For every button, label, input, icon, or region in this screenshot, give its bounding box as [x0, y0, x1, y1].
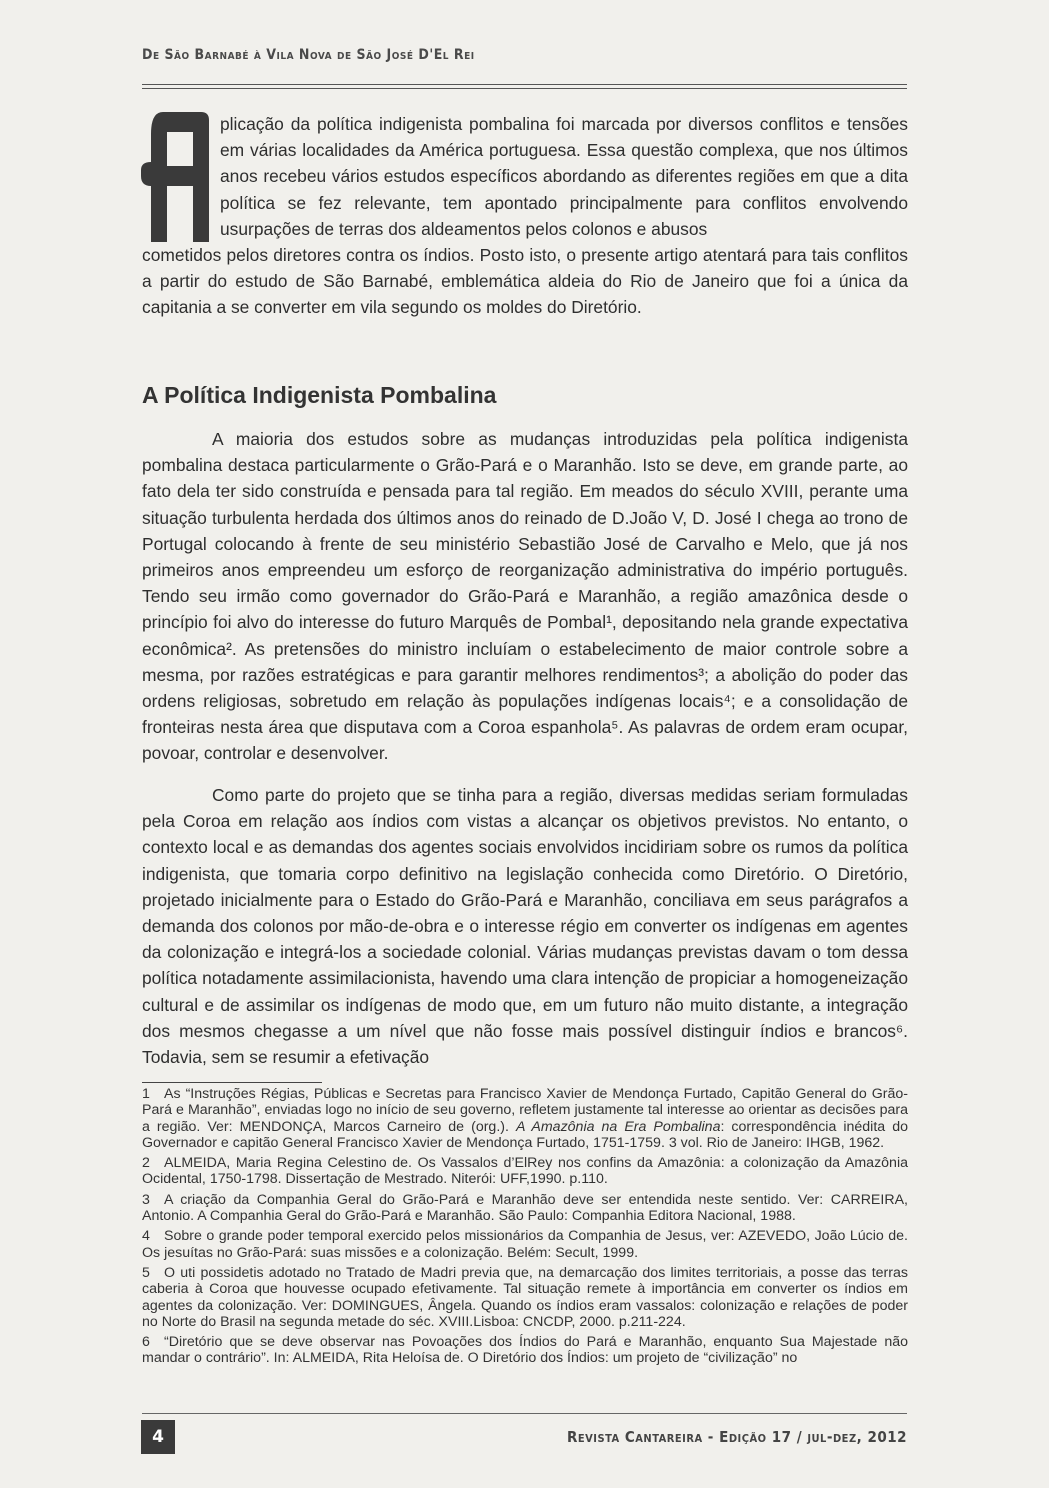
footnote-number: 4: [142, 1228, 150, 1245]
footnote-5: [142, 1265, 908, 1330]
footnote-number: 2: [142, 1155, 150, 1172]
running-header: De São Barnabé à Vila Nova de São José D'El Rei: [142, 47, 475, 63]
footnote-text: ALMEIDA, Maria Regina Celestino de. Os Vassalos d’ElRey nos confins da Amazônia: a colonização da Amazônia Ocidental, 1750-1798. Dissertação de Mestrado. Niterói: UFF,1990. p.110.: [142, 1155, 908, 1188]
footnote-4: [142, 1228, 908, 1261]
footnote-3: [142, 1192, 908, 1225]
footnote-number: 6: [142, 1334, 150, 1351]
footnote-1: [142, 1086, 908, 1151]
footnote-text: “Diretório que se deve observar nas Povoações dos Índios do Pará e Maranhão, enquanto Sua Majestade não mandar o contrário”. In: ALMEIDA, Rita Heloísa de. O Diretório dos Índios: um projeto de “civilização” no: [142, 1334, 908, 1367]
page-number-badge: 4: [141, 1420, 175, 1454]
footnote-6: [142, 1334, 908, 1367]
footnote-text-after: : correspondência inédita do Governador e capitão General Francisco Xavier de Mendonça Furtado, 1751-1759. 3 vol. Rio de Janeiro: IHGB, 1962.: [142, 1118, 908, 1151]
body-paragraph-1: A maioria dos estudos sobre as mudanças introduzidas pela política indigenista pombalina destaca particularmente o Grão-Pará e o Maranhão. Isto se deve, em grande parte, ao fato dela ter sido construída e pensada para tal região. Em meados do século XVIII, perante uma situação turbulenta herdada dos últimos anos do reinado de D.João V, D. José I chega ao trono de Portugal colocando à frente de seu ministério Sebastião José de Carvalho e Melo, que já nos primeiros anos empreendeu um esforço de reorganização administrativa do império português. Tendo seu irmão como governador do Grão-Pará e Maranhão, a região amazônica desde o princípio foi alvo do interesse do futuro Marquês de Pombal¹, depositando nela grande expectativa econômica². As pretensões do ministro incluíam o estabelecimento de maior controle sobre a mesma, por razões estratégicas e para garantir melhores rendimentos³; a abolição do poder das ordens religiosas, sobretudo em relação às populações indígenas locais⁴; e a consolidação de fronteiras nesta área que disputava com a Coroa espanhola⁵. As palavras de ordem eram ocupar, povoar, controlar e desenvolver.: [142, 429, 908, 764]
header-rule-top: [142, 84, 907, 85]
footnote-number: 3: [142, 1191, 150, 1208]
header-rule-bottom: [142, 88, 907, 89]
footnote-separator: [142, 1082, 322, 1083]
footnote-text: A criação da Companhia Geral do Grão-Pará e Maranhão deve ser entendida neste sentido. Ver: CARREIRA, Antonio. A Companhia Geral do Grão-Pará e Maranhão. São Paulo: Companhia Editora Nacional, 1988.: [142, 1191, 908, 1225]
footer-rule: [142, 1413, 907, 1414]
footnote-number: 1: [142, 1086, 150, 1102]
footnote-2: [142, 1155, 908, 1188]
intro-paragraph-first: plicação da política indigenista pombalina foi marcada por diversos conflitos e tensões em várias localidades da América portuguesa. Essa questão complexa, que nos últimos anos recebeu vários estudos específicos abordando as diferentes regiões em que a dita política se fez relevante, tem apontado principalmente para conflitos envolvendo usurpações de terras dos aldeamentos pelos colonos e abusos: [220, 114, 908, 239]
footnote-italic: A Amazônia na Era Pombalina: [515, 1118, 721, 1135]
footnote-number: 5: [142, 1264, 150, 1281]
footnotes: [142, 1086, 908, 1371]
dropcap-letter: [141, 112, 209, 242]
journal-footer: Revista Cantareira - Edição 17 / jul-dez, 2012: [566, 1428, 907, 1446]
footnote-text: As “Instruções Régias, Públicas e Secretas para Francisco Xavier de Mendonça Furtado, Capitão General do Grão-Pará e Maranhão”, enviadas logo no início de seu governo, refletem justamente tal interesse ao orientar as decisões para a região. Ver: MENDONÇA, Marcos Carneiro de (org.).: [142, 1086, 908, 1135]
section-heading: A Política Indigenista Pombalina: [142, 382, 497, 408]
footnote-text: Sobre o grande poder temporal exercido pelos missionários da Companhia de Jesus, ver: AZEVEDO, João Lúcio de. Os jesuítas no Grão-Pará: suas missões e a colonização. Belém: Secult, 1999.: [142, 1228, 908, 1261]
footnote-text: O uti possidetis adotado no Tratado de Madri previa que, na demarcação dos limites territoriais, a posse das terras caberia à Coroa que houvesse ocupado efetivamente. Tal situação remete à importância em converter os índios em agentes da colonização. Ver: DOMINGUES, Ângela. Quando os índios eram vassalos: colonização e relações de poder no Norte do Brasil na segunda metade do séc. XVIII.Lisboa: CNCDP, 2000. p.211-224.: [142, 1264, 908, 1330]
intro-paragraph-rest: cometidos pelos diretores contra os índios. Posto isto, o presente artigo atentará para tais conflitos a partir do estudo de São Barnabé, emblemática aldeia do Rio de Janeiro que foi a única da capitania a se converter em vila segundo os moldes do Diretório.: [142, 245, 908, 318]
body-paragraph-2: Como parte do projeto que se tinha para a região, diversas medidas seriam formuladas pela Coroa em relação aos índios com vistas a alcançar os objetivos previstos. No entanto, o contexto local e as demandas dos agentes sociais envolvidos incidiriam sobre os rumos da política indigenista, que tomaria corpo definitivo na legislação conhecida como Diretório. O Diretório, projetado inicialmente para o Estado do Grão-Pará e Maranhão, conciliava em seus parágrafos a demanda dos colonos por mão-de-obra e o interesse régio em converter os indígenas em agentes da colonização e integrá-los a sociedade colonial. Várias mudanças previstas davam o tom dessa política notadamente assimilacionista, havendo uma clara intenção de propiciar a homogeneização cultural e de assimilar os indígenas de modo que, em um futuro não muito distante, a integração dos mesmos chegasse a um nível que não fosse mais possível distinguir índios e brancos⁶. Todavia, sem se resumir a efetivação: [142, 785, 908, 1068]
